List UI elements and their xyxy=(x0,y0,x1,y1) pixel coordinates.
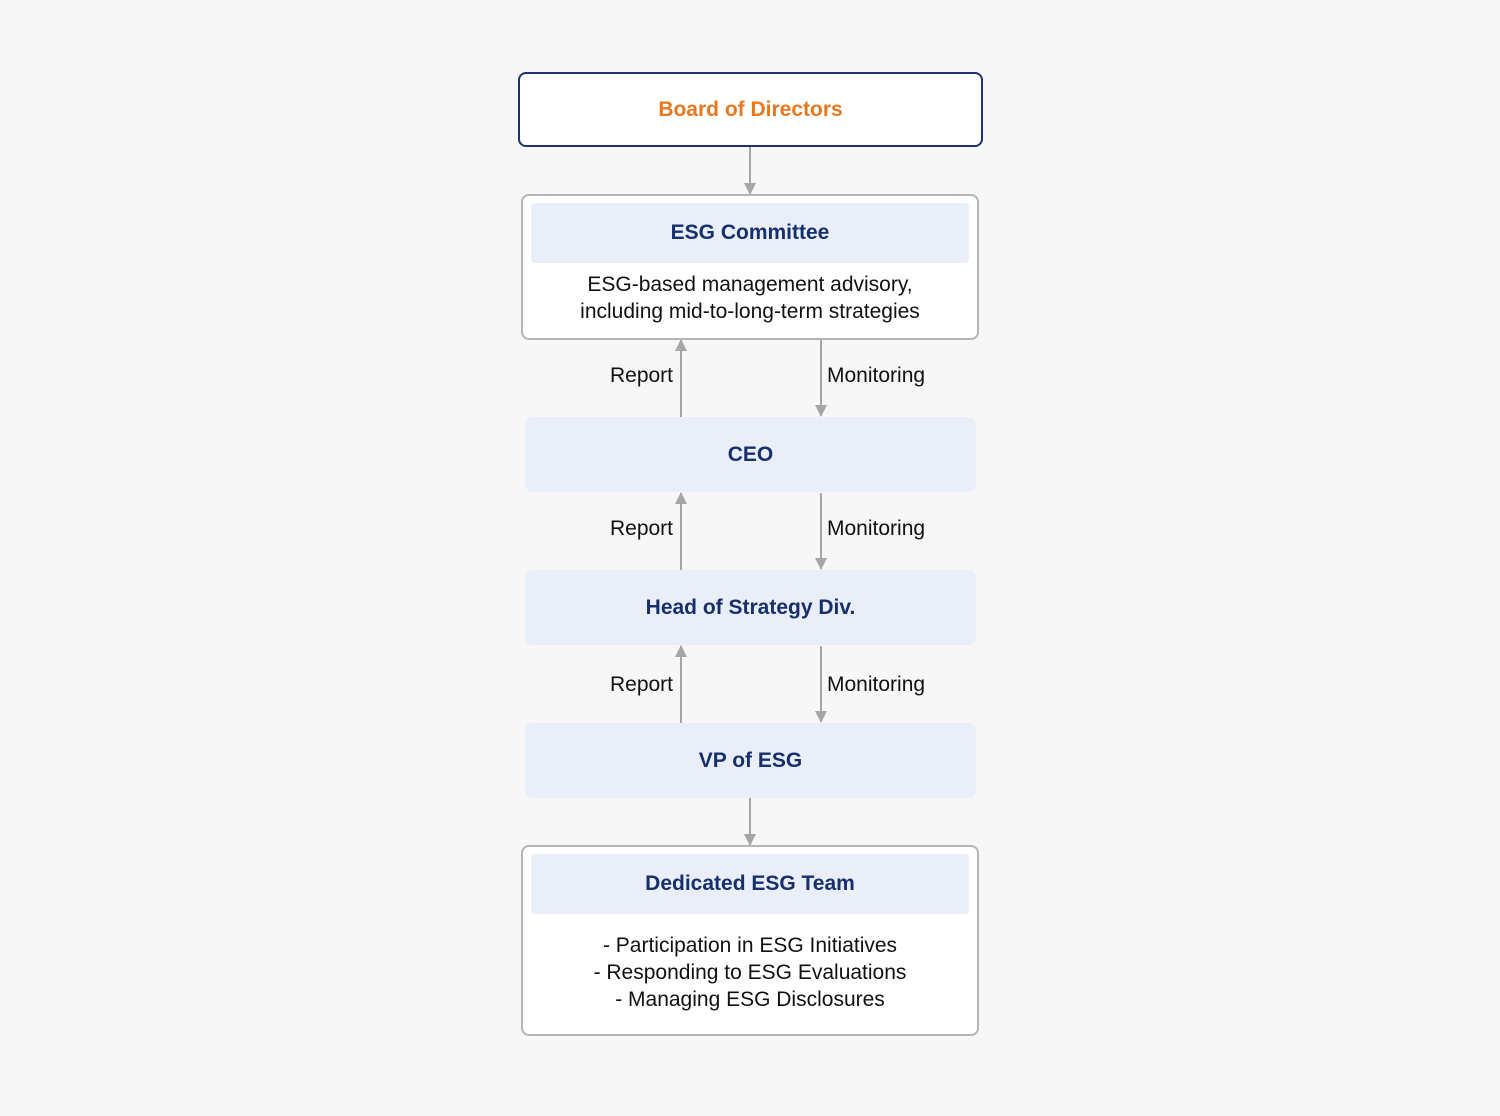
dedicated-esg-team-description xyxy=(523,932,977,1013)
dedicated-esg-team-duty: - Responding to ESG Evaluations xyxy=(593,961,907,984)
monitoring-label: Monitoring xyxy=(827,517,926,540)
esg-committee-box xyxy=(521,194,979,340)
ceo-box xyxy=(525,417,976,492)
monitoring-label: Monitoring xyxy=(827,673,926,696)
report-label: Report xyxy=(609,364,673,387)
vp-of-esg-box xyxy=(525,723,976,798)
dedicated-esg-team-header xyxy=(531,854,969,914)
monitoring-label: Monitoring xyxy=(827,364,926,387)
report-label: Report xyxy=(609,673,673,696)
dedicated-esg-team-duty: - Managing ESG Disclosures xyxy=(615,988,885,1011)
dedicated-esg-team-title: Dedicated ESG Team xyxy=(645,872,855,895)
board-of-directors-box xyxy=(518,72,983,147)
head-of-strategy-box xyxy=(525,570,976,645)
esg-committee-description xyxy=(523,271,977,325)
esg-committee-title: ESG Committee xyxy=(670,221,830,244)
dedicated-esg-team-box xyxy=(521,845,979,1036)
esg-committee-description-line: ESG-based management advisory, xyxy=(587,273,913,296)
head-of-strategy-label: Head of Strategy Div. xyxy=(645,595,856,619)
esg-committee-description-line: including mid-to-long-term strategies xyxy=(580,300,920,323)
board-of-directors-label: Board of Directors xyxy=(658,97,843,121)
vp-of-esg-label: VP of ESG xyxy=(698,748,803,772)
ceo-label: CEO xyxy=(727,442,774,466)
report-label: Report xyxy=(609,517,673,540)
dedicated-esg-team-duty: - Participation in ESG Initiatives xyxy=(602,934,898,957)
esg-committee-header xyxy=(531,203,969,263)
